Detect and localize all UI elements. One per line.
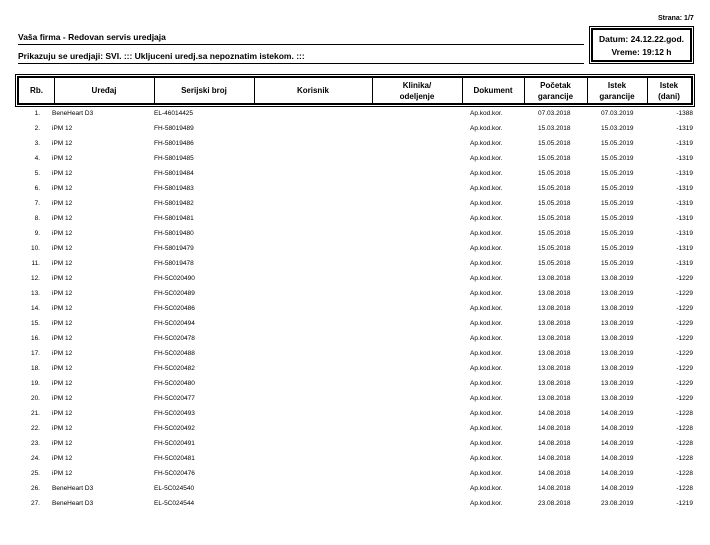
warranty-start: 13.08.2018 (538, 290, 571, 297)
table-row (18, 286, 694, 301)
expiry-days: -1228 (676, 440, 693, 447)
serial-number: FH-5C020494 (154, 320, 195, 327)
device-name: iPM 12 (52, 395, 73, 402)
expiry-days: -1229 (676, 395, 693, 402)
serial-number: FH-58019479 (154, 245, 194, 252)
table-row (18, 241, 694, 256)
warranty-end: 13.08.2019 (601, 350, 634, 357)
device-name: iPM 12 (52, 455, 73, 462)
expiry-days: -1319 (676, 230, 693, 237)
table-row (18, 376, 694, 391)
document: Ap.kod.kor. (470, 470, 503, 477)
warranty-end: 15.05.2019 (601, 170, 634, 177)
row-number: 12. (30, 275, 40, 282)
warranty-start: 14.08.2018 (538, 410, 571, 417)
expiry-days: -1228 (676, 470, 693, 477)
warranty-end: 13.08.2019 (601, 380, 634, 387)
device-name: iPM 12 (52, 140, 73, 147)
expiry-days: -1229 (676, 335, 693, 342)
warranty-start: 15.05.2018 (538, 260, 571, 267)
serial-number: FH-5C020477 (154, 395, 195, 402)
document: Ap.kod.kor. (470, 110, 503, 117)
table-row (18, 166, 694, 181)
device-name: iPM 12 (52, 260, 73, 267)
row-number: 3. (34, 140, 40, 147)
expiry-days: -1319 (676, 140, 693, 147)
device-name: iPM 12 (52, 320, 73, 327)
warranty-end: 23.08.2019 (601, 500, 634, 507)
device-name: iPM 12 (52, 200, 73, 207)
expiry-days: -1319 (676, 185, 693, 192)
document: Ap.kod.kor. (470, 185, 503, 192)
warranty-end: 14.08.2019 (601, 440, 634, 447)
device-name: iPM 12 (52, 290, 73, 297)
row-number: 26. (30, 485, 40, 492)
warranty-end: 15.05.2019 (601, 230, 634, 237)
warranty-end: 14.08.2019 (601, 470, 634, 477)
device-name: iPM 12 (52, 380, 73, 387)
document: Ap.kod.kor. (470, 365, 503, 372)
serial-number: FH-58019486 (154, 140, 194, 147)
document: Ap.kod.kor. (470, 305, 503, 312)
device-name: iPM 12 (52, 335, 73, 342)
filter-description: Prikazuju se uredjaji: SVI. ::: Ukljuceni uredj.sa nepoznatim istekom. ::: (18, 51, 305, 61)
report-time: Vreme: 19:12 h (611, 47, 672, 57)
col-pocetak-line1: Početak (540, 80, 571, 90)
expiry-days: -1229 (676, 350, 693, 357)
warranty-end: 15.05.2019 (601, 155, 634, 162)
row-number: 18. (30, 365, 40, 372)
document: Ap.kod.kor. (470, 140, 503, 147)
warranty-start: 13.08.2018 (538, 380, 571, 387)
warranty-start: 13.08.2018 (538, 395, 571, 402)
row-number: 25. (30, 470, 40, 477)
table-header (17, 76, 693, 105)
warranty-end: 13.08.2019 (601, 305, 634, 312)
table-row (18, 271, 694, 286)
row-number: 22. (30, 425, 40, 432)
document: Ap.kod.kor. (470, 260, 503, 267)
expiry-days: -1319 (676, 170, 693, 177)
serial-number: FH-5C020491 (154, 440, 195, 447)
table-row (18, 436, 694, 451)
device-name: iPM 12 (52, 425, 73, 432)
serial-number: FH-5C020481 (154, 455, 195, 462)
col-istek-garancije (587, 78, 647, 103)
warranty-end: 14.08.2019 (601, 455, 634, 462)
table-row (18, 106, 694, 121)
document: Ap.kod.kor. (470, 170, 503, 177)
table-row (18, 196, 694, 211)
warranty-start: 15.05.2018 (538, 140, 571, 147)
row-number: 7. (34, 200, 40, 207)
serial-number: FH-58019478 (154, 260, 194, 267)
expiry-days: -1319 (676, 245, 693, 252)
device-name: iPM 12 (52, 245, 73, 252)
document: Ap.kod.kor. (470, 320, 503, 327)
warranty-start: 14.08.2018 (538, 425, 571, 432)
col-pocetak-line2: garancije (537, 91, 574, 101)
device-name: iPM 12 (52, 410, 73, 417)
document: Ap.kod.kor. (470, 350, 503, 357)
device-name: iPM 12 (52, 365, 73, 372)
table-row (18, 496, 694, 511)
table-row (18, 151, 694, 166)
table-row (18, 136, 694, 151)
expiry-days: -1229 (676, 320, 693, 327)
document: Ap.kod.kor. (470, 275, 503, 282)
device-name: iPM 12 (52, 125, 73, 132)
warranty-start: 15.05.2018 (538, 185, 571, 192)
table-row (18, 451, 694, 466)
row-number: 15. (30, 320, 40, 327)
table-row (18, 361, 694, 376)
expiry-days: -1229 (676, 290, 693, 297)
table-row (18, 421, 694, 436)
serial-number: FH-58019483 (154, 185, 194, 192)
date-time-box (591, 28, 692, 62)
row-number: 17. (30, 350, 40, 357)
device-name: BeneHeart D3 (52, 485, 94, 492)
expiry-days: -1228 (676, 410, 693, 417)
table-row (18, 481, 694, 496)
warranty-start: 14.08.2018 (538, 440, 571, 447)
expiry-days: -1319 (676, 200, 693, 207)
device-name: BeneHeart D3 (52, 110, 94, 117)
row-number: 21. (30, 410, 40, 417)
document: Ap.kod.kor. (470, 230, 503, 237)
serial-number: FH-58019485 (154, 155, 194, 162)
warranty-end: 13.08.2019 (601, 335, 634, 342)
warranty-end: 15.05.2019 (601, 185, 634, 192)
serial-number: FH-5C020488 (154, 350, 195, 357)
table-row (18, 346, 694, 361)
table-row (18, 181, 694, 196)
row-number: 5. (34, 170, 40, 177)
expiry-days: -1319 (676, 125, 693, 132)
serial-number: FH-5C020489 (154, 290, 195, 297)
serial-number: FH-58019481 (154, 215, 194, 222)
row-number: 9. (34, 230, 40, 237)
divider-bottom (18, 63, 584, 64)
expiry-days: -1228 (676, 485, 693, 492)
device-name: iPM 12 (52, 350, 73, 357)
document: Ap.kod.kor. (470, 485, 503, 492)
col-pocetak-garancije (524, 78, 587, 103)
serial-number: FH-5C020486 (154, 305, 195, 312)
warranty-start: 15.05.2018 (538, 170, 571, 177)
row-number: 19. (30, 380, 40, 387)
row-number: 2. (34, 125, 40, 132)
device-name: iPM 12 (52, 275, 73, 282)
serial-number: FH-5C020490 (154, 275, 195, 282)
table-row (18, 466, 694, 481)
document: Ap.kod.kor. (470, 500, 503, 507)
warranty-start: 13.08.2018 (538, 320, 571, 327)
warranty-end: 14.08.2019 (601, 425, 634, 432)
expiry-days: -1319 (676, 260, 693, 267)
warranty-end: 15.05.2019 (601, 245, 634, 252)
warranty-start: 14.08.2018 (538, 470, 571, 477)
table-row (18, 301, 694, 316)
table-row (18, 211, 694, 226)
warranty-start: 15.03.2018 (538, 125, 571, 132)
expiry-days: -1319 (676, 155, 693, 162)
warranty-end: 13.08.2019 (601, 320, 634, 327)
col-uredjaj: Uređaj (91, 86, 117, 95)
col-dokument: Dokument (473, 86, 513, 95)
device-name: iPM 12 (52, 185, 73, 192)
serial-number: EL-5C024540 (154, 485, 195, 492)
document: Ap.kod.kor. (470, 125, 503, 132)
warranty-end: 13.08.2019 (601, 365, 634, 372)
table-row (18, 121, 694, 136)
document: Ap.kod.kor. (470, 410, 503, 417)
serial-number: FH-58019480 (154, 230, 194, 237)
document: Ap.kod.kor. (470, 200, 503, 207)
document: Ap.kod.kor. (470, 335, 503, 342)
col-klinika-line1: Klinika/ (402, 80, 432, 90)
warranty-start: 13.08.2018 (538, 275, 571, 282)
company-title: Vaša firma - Redovan servis uredjaja (18, 32, 166, 42)
col-serijski-broj: Serijski broj (181, 86, 227, 95)
device-name: BeneHeart D3 (52, 500, 94, 507)
serial-number: EL-5C024544 (154, 500, 195, 507)
device-name: iPM 12 (52, 440, 73, 447)
document: Ap.kod.kor. (470, 290, 503, 297)
warranty-end: 13.08.2019 (601, 275, 634, 282)
table-row (18, 391, 694, 406)
table-body (18, 106, 694, 511)
col-istek-line2: garancije (599, 91, 635, 101)
row-number: 8. (34, 215, 40, 222)
table-row (18, 226, 694, 241)
col-klinika-line2: odeljenje (399, 91, 435, 101)
serial-number: FH-5C020480 (154, 380, 195, 387)
warranty-end: 14.08.2019 (601, 485, 634, 492)
warranty-start: 23.08.2018 (538, 500, 571, 507)
serial-number: FH-5C020476 (154, 470, 195, 477)
warranty-end: 13.08.2019 (601, 395, 634, 402)
document: Ap.kod.kor. (470, 440, 503, 447)
warranty-end: 15.05.2019 (601, 140, 634, 147)
warranty-end: 15.05.2019 (601, 215, 634, 222)
row-number: 10. (30, 245, 40, 252)
warranty-end: 15.05.2019 (601, 200, 634, 207)
expiry-days: -1229 (676, 365, 693, 372)
document: Ap.kod.kor. (470, 455, 503, 462)
col-istek-dani-line2: (dani) (658, 91, 680, 101)
col-istek-line1: Istek (607, 80, 627, 90)
serial-number: FH-5C020482 (154, 365, 195, 372)
page-number: Strana: 1/7 (658, 15, 694, 22)
serial-number: FH-58019489 (154, 125, 194, 132)
document: Ap.kod.kor. (470, 245, 503, 252)
col-klinika (372, 78, 462, 103)
device-name: iPM 12 (52, 155, 73, 162)
row-number: 13. (30, 290, 40, 297)
warranty-start: 15.05.2018 (538, 245, 571, 252)
row-number: 14. (30, 305, 40, 312)
serial-number: FH-58019484 (154, 170, 194, 177)
document: Ap.kod.kor. (470, 155, 503, 162)
col-rb: Rb. (30, 86, 43, 95)
serial-number: EL-46014425 (154, 110, 194, 117)
device-name: iPM 12 (52, 470, 73, 477)
expiry-days: -1388 (676, 110, 693, 117)
warranty-end: 14.08.2019 (601, 410, 634, 417)
row-number: 16. (30, 335, 40, 342)
warranty-end: 15.05.2019 (601, 260, 634, 267)
warranty-start: 07.03.2018 (538, 110, 571, 117)
warranty-start: 14.08.2018 (538, 455, 571, 462)
device-name: iPM 12 (52, 170, 73, 177)
report-date: Datum: 24.12.22.god. (598, 34, 685, 44)
serial-number: FH-5C020493 (154, 410, 195, 417)
expiry-days: -1229 (676, 275, 693, 282)
serial-number: FH-5C020478 (154, 335, 195, 342)
table-row (18, 256, 694, 271)
row-number: 27. (30, 500, 40, 507)
warranty-start: 13.08.2018 (538, 365, 571, 372)
row-number: 24. (30, 455, 40, 462)
row-number: 11. (31, 260, 40, 267)
col-korisnik: Korisnik (296, 86, 329, 95)
warranty-start: 14.08.2018 (538, 485, 571, 492)
serial-number: FH-58019482 (154, 200, 194, 207)
row-number: 20. (30, 395, 40, 402)
serial-number: FH-5C020492 (154, 425, 195, 432)
warranty-start: 13.08.2018 (538, 350, 571, 357)
warranty-end: 07.03.2019 (601, 110, 634, 117)
warranty-start: 13.08.2018 (538, 305, 571, 312)
document: Ap.kod.kor. (470, 380, 503, 387)
warranty-start: 15.05.2018 (538, 200, 571, 207)
expiry-days: -1229 (676, 380, 693, 387)
warranty-start: 15.05.2018 (538, 230, 571, 237)
device-name: iPM 12 (52, 215, 73, 222)
expiry-days: -1228 (676, 425, 693, 432)
document: Ap.kod.kor. (470, 395, 503, 402)
row-number: 23. (30, 440, 40, 447)
warranty-start: 15.05.2018 (538, 215, 571, 222)
divider-top (18, 44, 584, 45)
warranty-end: 13.08.2019 (601, 290, 634, 297)
table-row (18, 316, 694, 331)
row-number: 1. (34, 110, 40, 117)
row-number: 6. (34, 185, 40, 192)
device-name: iPM 12 (52, 230, 73, 237)
document: Ap.kod.kor. (470, 425, 503, 432)
warranty-start: 15.05.2018 (538, 155, 571, 162)
table-row (18, 406, 694, 421)
expiry-days: -1319 (676, 215, 693, 222)
col-istek-dani-line1: Istek (659, 80, 679, 90)
expiry-days: -1228 (676, 455, 693, 462)
warranty-start: 13.08.2018 (538, 335, 571, 342)
col-istek-dani (647, 78, 691, 103)
document: Ap.kod.kor. (470, 215, 503, 222)
device-name: iPM 12 (52, 305, 73, 312)
expiry-days: -1229 (676, 305, 693, 312)
row-number: 4. (34, 155, 40, 162)
warranty-end: 15.03.2019 (601, 125, 634, 132)
table-row (18, 331, 694, 346)
expiry-days: -1219 (676, 500, 693, 507)
